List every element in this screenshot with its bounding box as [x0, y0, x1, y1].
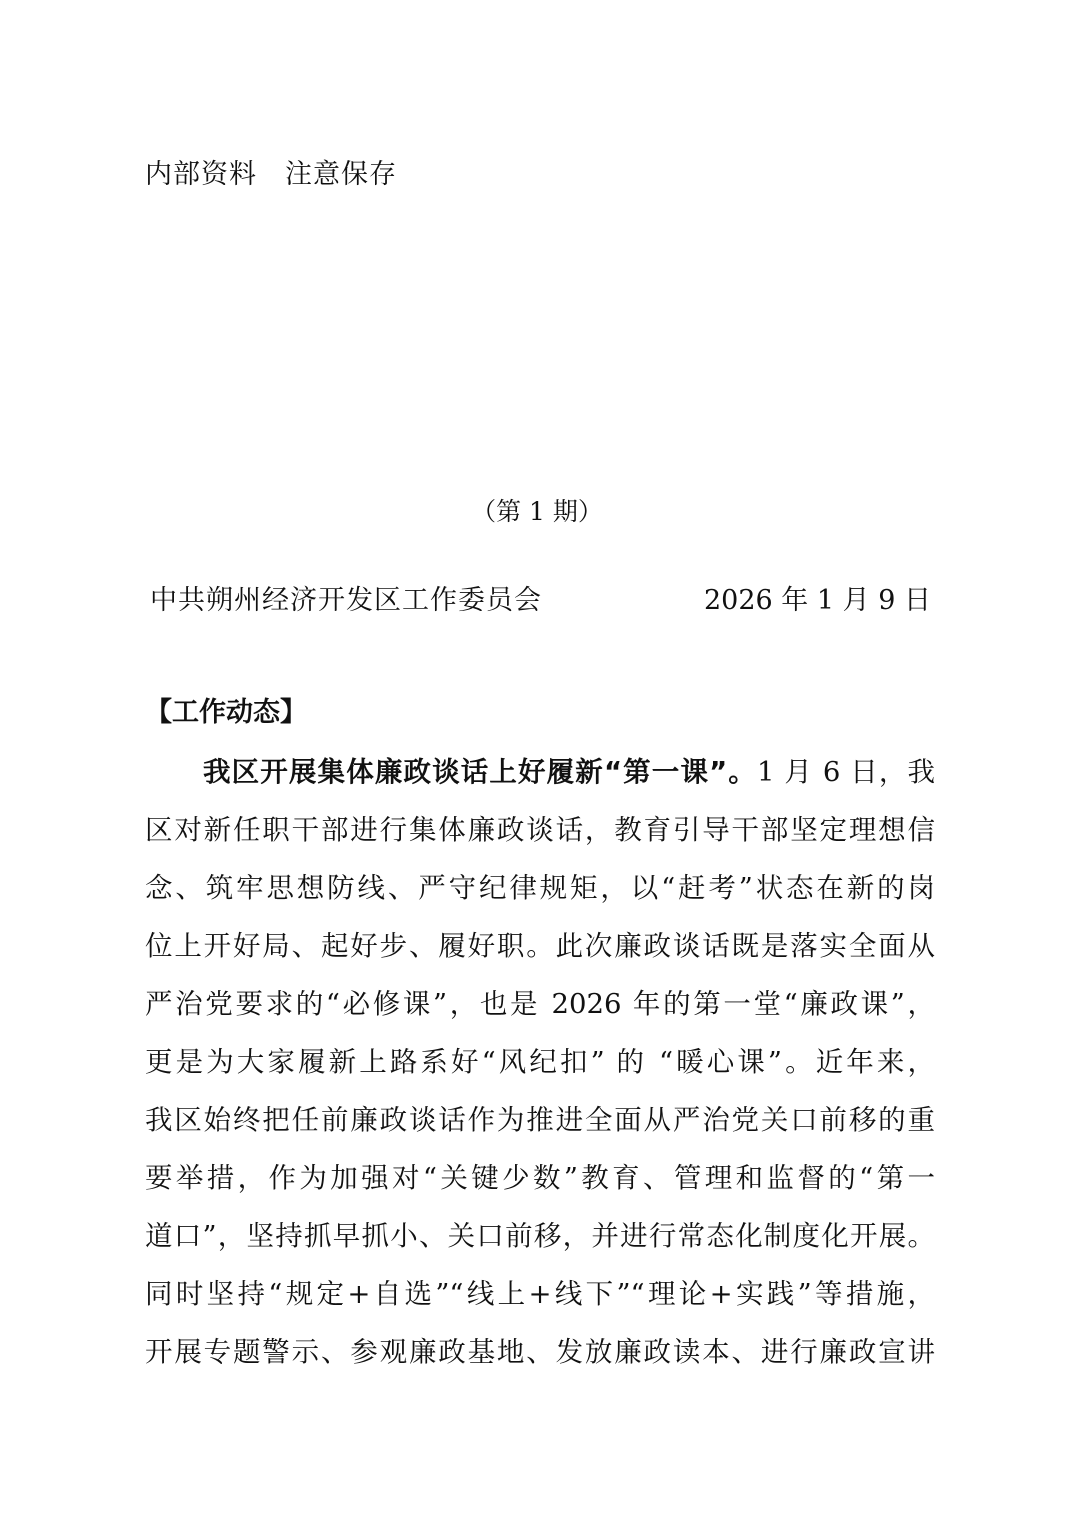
section-title: 【工作动态】: [145, 697, 307, 728]
issuing-organization: 中共朔州经济开发区工作委员会: [150, 585, 542, 616]
article-body: [145, 743, 935, 1381]
article-line: 同时坚持“规定+自选”“线上+线下”“理论+实践”等措施，: [145, 1278, 935, 1310]
article-line: 更是为大家履新上路系好“风纪扣” 的 “暖心课”。近年来，: [145, 1046, 935, 1078]
issue-date: 2026 年 1 月 9 日: [704, 585, 931, 616]
confidential-notice: 内部资料 注意保存: [145, 159, 397, 190]
article-line-text: 1 月 6 日，我: [756, 756, 935, 788]
article-line: 我区始终把任前廉政谈话作为推进全面从严治党关口前移的重: [145, 1104, 935, 1136]
article-lead: 我区开展集体廉政谈话上好履新“第一课”。: [203, 756, 757, 788]
article-line: 区对新任职干部进行集体廉政谈话，教育引导干部坚定理想信: [145, 814, 935, 846]
article-line: 开展专题警示、参观廉政基地、发放廉政读本、进行廉政宣讲: [145, 1336, 935, 1368]
article-line: [145, 743, 935, 801]
article-line: 要举措，作为加强对“关键少数”教育、管理和监督的“第一: [145, 1162, 935, 1194]
article-line: 位上开好局、起好步、履好职。此次廉政谈话既是落实全面从: [145, 930, 935, 962]
article-line: 念、筑牢思想防线、严守纪律规矩，以“赶考”状态在新的岗: [145, 872, 935, 904]
article-line: 严治党要求的“必修课”，也是 2026 年的第一堂“廉政课”，: [145, 988, 935, 1020]
article-line: 道口”，坚持抓早抓小、关口前移，并进行常态化制度化开展。: [145, 1220, 935, 1252]
issue-number: （第 1 期）: [471, 497, 603, 526]
